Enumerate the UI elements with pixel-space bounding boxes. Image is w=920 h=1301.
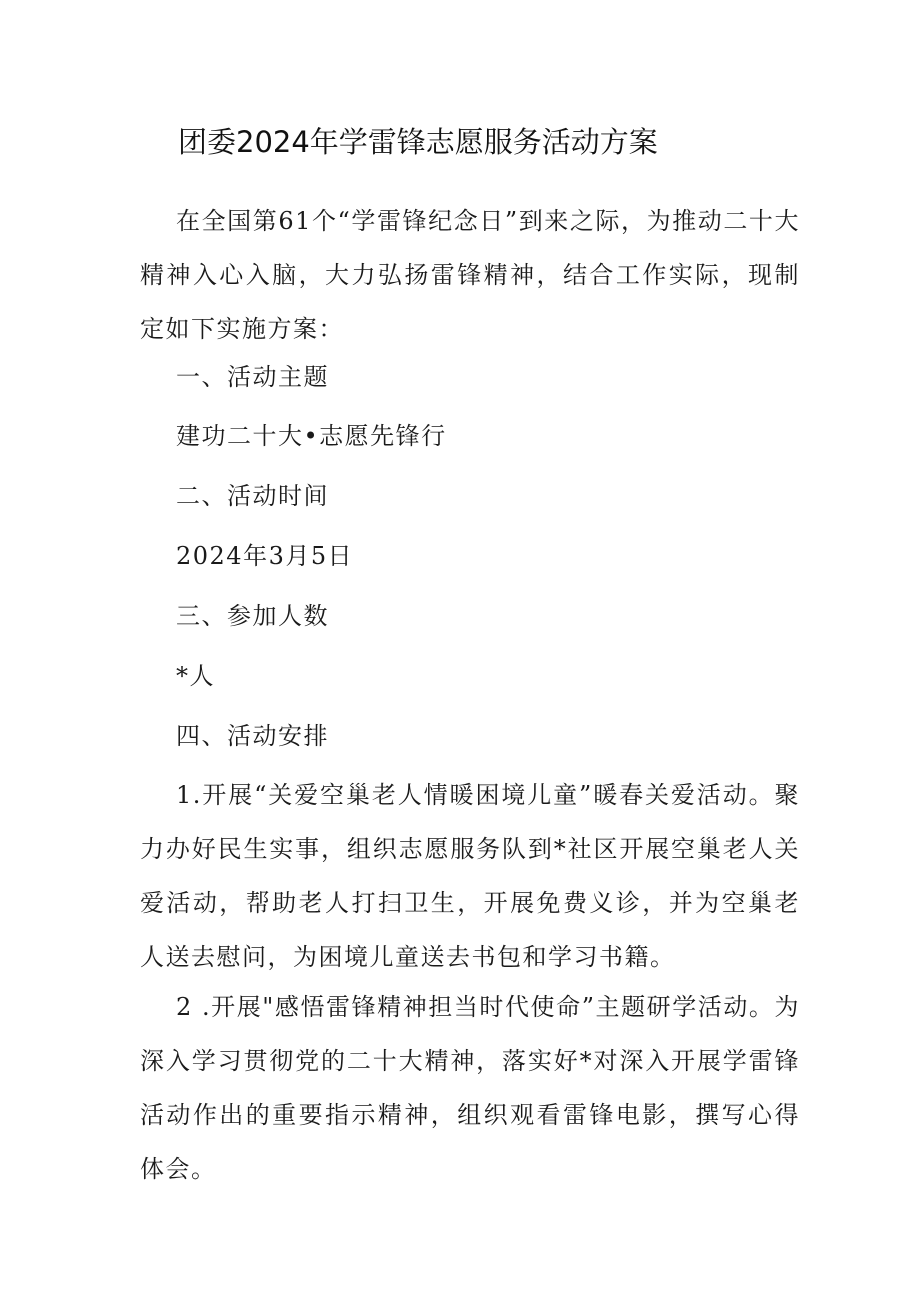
section-heading-time: 二、活动时间 — [176, 482, 329, 510]
arrangement-item-1: 1.开展“关爱空巢老人情暖困境儿童”暖春关爱活动。聚力办好民生实事，组织志愿服务队到*社区开展空巢老人关爱活动，帮助老人打扫卫生，开展免费义诊，并为空巢老人送去慰问，为困境儿童送去书包和学习书籍。 — [140, 781, 800, 971]
section-content-theme: 建功二十大•志愿先锋行 — [176, 422, 447, 450]
section-heading-theme: 一、活动主题 — [176, 363, 329, 391]
intro-paragraph: 在全国第61个“学雷锋纪念日”到来之际，为推动二十大精神入心入脑，大力弘扬雷锋精神，结合工作实际，现制定如下实施方案： — [140, 207, 800, 343]
section-heading-participants: 三、参加人数 — [176, 602, 329, 630]
section-content-time: 2024年3月5日 — [176, 542, 354, 570]
document-title: 团委2024年学雷锋志愿服务活动方案 — [178, 125, 658, 159]
section-heading-arrangement: 四、活动安排 — [176, 722, 329, 750]
arrangement-item-2: 2 .开展"感悟雷锋精神担当时代使命”主题研学活动。为深入学习贯彻党的二十大精神，落实好*对深入开展学雷锋活动作出的重要指示精神，组织观看雷锋电影，撰写心得体会。 — [140, 993, 800, 1183]
section-content-participants: *人 — [176, 662, 215, 690]
